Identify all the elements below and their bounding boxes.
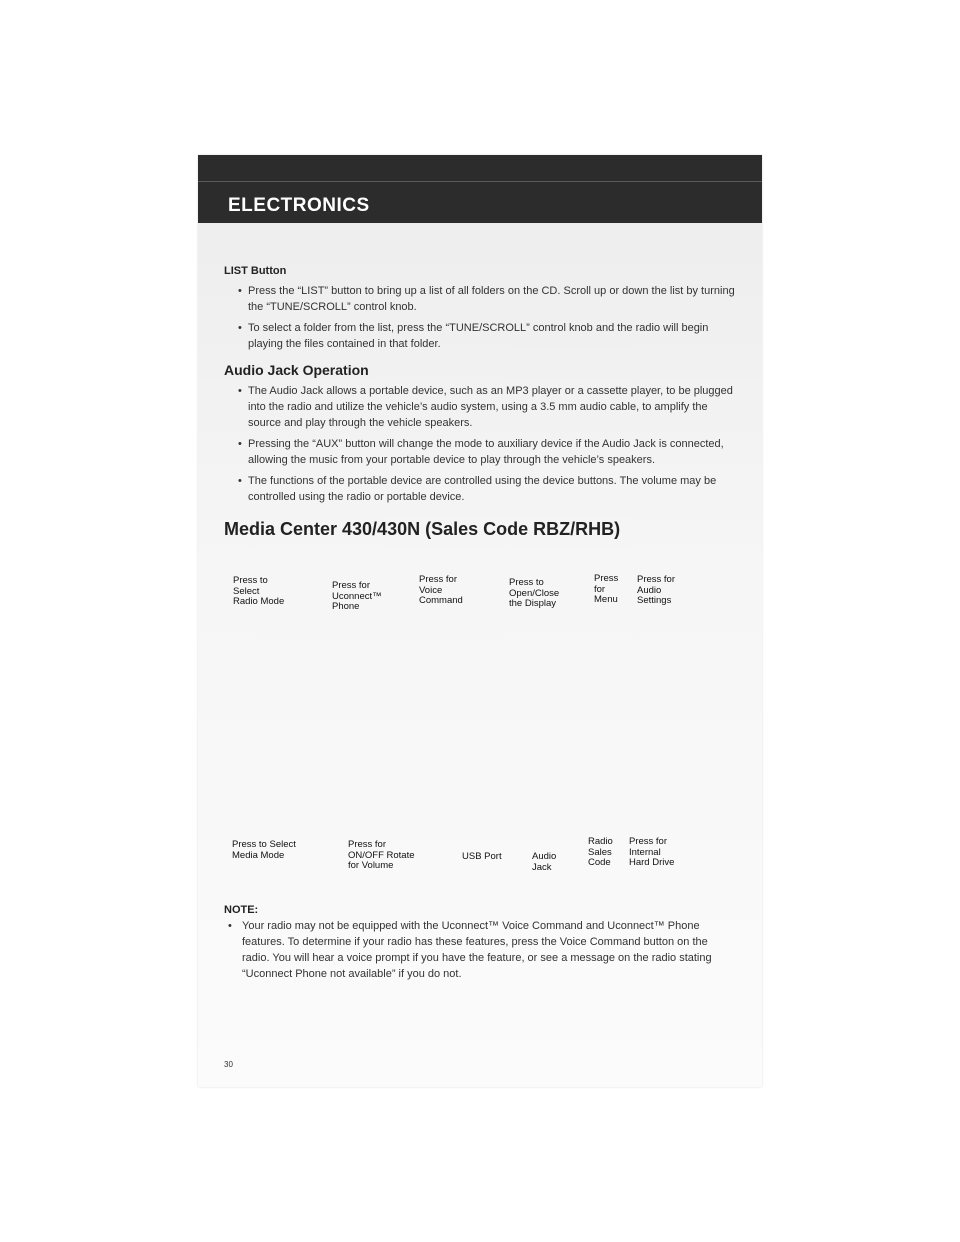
list-item: • The Audio Jack allows a portable device, such as an MP3 player or a cassette player, to be plugged into the radio and utilize the vehicle’s audio system, using a 3.5 mm audio cable, to amplify the source and play through the vehicle speakers. <box>224 383 738 431</box>
section-title: ELECTRONICS <box>228 195 370 216</box>
note-text: • Your radio may not be equipped with the Uconnect™ Voice Command and Uconnect™ Phone features. To determine if your radio has these features, press the Voice Command button on the radio. You will hear a voice prompt if you have the feature, or see a message on the radio stating “Uconnect Phone not available” if you do not. <box>224 918 738 982</box>
list-button-heading: LIST Button <box>224 265 287 277</box>
manual-page <box>198 155 762 1087</box>
label-internal-hard-drive: Press for Internal Hard Drive <box>629 836 675 868</box>
list-item: • The functions of the portable device are controlled using the device buttons. The volume may be controlled using the radio or portable device. <box>224 473 738 505</box>
label-on-off-volume: Press for ON/OFF Rotate for Volume <box>348 839 415 871</box>
page-number: 30 <box>224 1060 233 1069</box>
label-audio-jack: Audio Jack <box>532 851 557 873</box>
label-usb-port: USB Port <box>462 851 502 862</box>
audio-jack-heading: Audio Jack Operation <box>224 362 369 378</box>
label-voice-command: Press for Voice Command <box>419 574 463 606</box>
label-menu: Press for Menu <box>594 573 619 605</box>
label-open-close-display: Press to Open/Close the Display <box>509 577 560 609</box>
label-uconnect-phone: Press for Uconnect™ Phone <box>332 580 382 612</box>
note-block <box>224 902 738 982</box>
list-item: • Press the “LIST” button to bring up a list of all folders on the CD. Scroll up or down the list by turning the “TUNE/SCROLL” control knob. <box>224 283 738 315</box>
list-item: • Pressing the “AUX” button will change the mode to auxiliary device if the Audio Jack is connected, allowing the music from your portable device to play through the vehicle’s speakers. <box>224 436 738 468</box>
label-select-radio-mode: Press to Select Radio Mode <box>233 575 285 607</box>
media-center-heading: Media Center 430/430N (Sales Code RBZ/RHB) <box>224 519 621 539</box>
label-audio-settings: Press for Audio Settings <box>637 574 676 606</box>
list-item: • To select a folder from the list, press the “TUNE/SCROLL” control knob and the radio will begin playing the files contained in that folder. <box>224 320 738 352</box>
note-heading: NOTE: <box>224 904 259 916</box>
label-media-mode: Press to Select Media Mode <box>232 839 296 861</box>
label-radio-sales-code: Radio Sales Code <box>588 836 613 868</box>
note-bullets <box>224 918 738 982</box>
